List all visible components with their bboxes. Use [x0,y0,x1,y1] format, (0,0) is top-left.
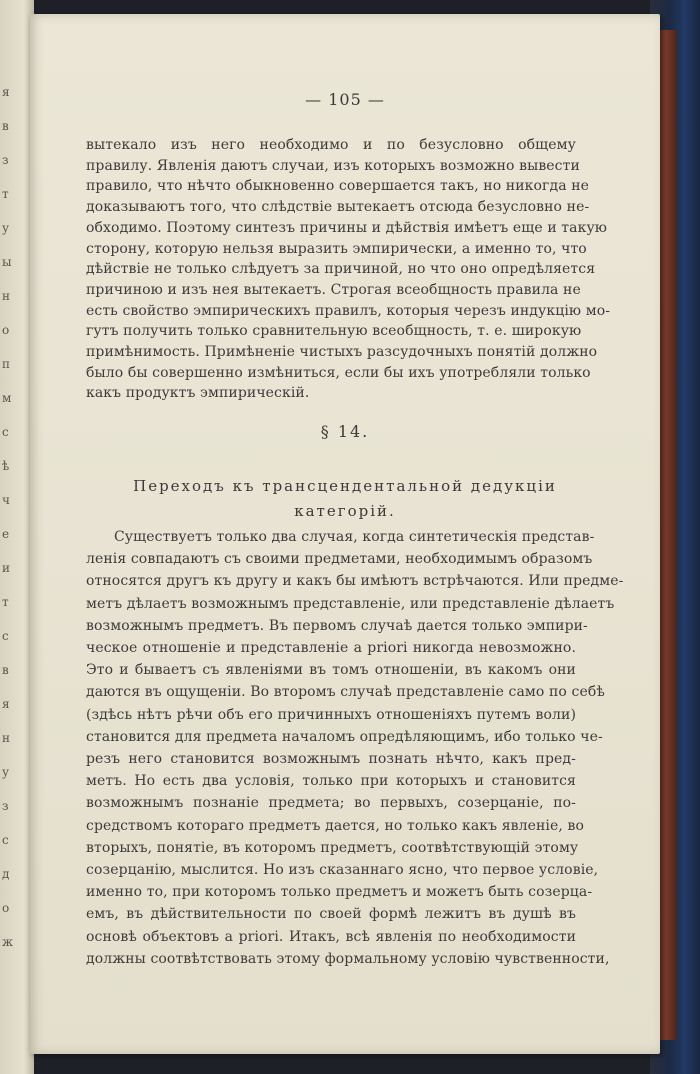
page-number: — 105 — [305,90,385,109]
left-page-fragment: е [2,527,10,541]
text-line: правилу. Явленія даютъ случаи, изъ которыхъ возможно вывести [86,157,580,174]
left-page-fragment: т [2,187,9,201]
text-line: есть свойство эмпирическихъ правилъ, которыя черезъ индукцію мо- [86,302,611,319]
text-line: сторону, которую нельзя выразить эмпирически, а именно то, что [86,240,587,257]
text-line: основѣ объектовъ a priori. Итакъ, всѣ явленія по необходимости [86,928,576,945]
text-line: было бы совершенно измѣниться, если бы ихъ употребляли только [86,364,591,381]
text-line: созерцанію, мыслится. Но изъ сказаннаго ясно, что первое условіе, [86,862,599,878]
text-line: дѣйствіе не только слѣдуетъ за причиной, но что оно опредѣляется [86,261,596,278]
left-page-fragment: ч [2,493,10,507]
left-page-fragment: з [2,799,9,813]
text-line: (здѣсь нѣтъ рѣчи объ его причинныхъ отношеніяхъ путемъ воли) [86,706,576,723]
text-line: ленія совпадаютъ съ своими предметами, необходимымъ образомъ [86,551,593,568]
left-page-fragment: п [2,357,10,371]
text-line: ческое отношеніе и представленіе a priori никогда невозможно. [86,640,576,656]
text-line: возможнымъ предметъ. Въ первомъ случаѣ дается только эмпири- [86,617,588,634]
text-line: емъ, въ дѣйствительности по своей формѣ лежитъ въ душѣ въ [86,906,576,923]
text-line: именно то, при которомъ только предметъ и можетъ быть созерца- [86,884,593,901]
text-line: примѣнимость. Примѣненіе чистыхъ разсудочныхъ понятій должно [86,344,598,360]
text-line: даются въ ощущеніи. Во второмъ случаѣ представленіе само по себѣ [86,684,605,701]
text-line: метъ дѣлаетъ возможнымъ представленіе, или представленіе дѣлаетъ [86,595,615,612]
left-page-fragment: в [2,119,9,133]
text-line: Это и бываетъ съ явленіями въ томъ отношеніи, въ какомъ они [86,662,576,679]
left-page-fragment: с [2,425,9,439]
left-page-fragment: у [2,765,10,779]
text-line: Существуетъ только два случая, когда синтетическія представ- [114,529,595,545]
left-page-fragment: д [2,867,10,881]
text-line: какъ продуктъ эмпирическій. [86,385,310,402]
left-page-fragment: ы [2,255,12,269]
left-page-fragment: о [2,323,10,337]
text-line: правило, что нѣчто обыкновенно совершается такъ, но никогда не [86,178,590,195]
left-page-fragment: с [2,833,9,847]
left-page-fragment: ж [2,935,14,949]
text-line: становится для предмета началомъ опредѣляющимъ, ибо только че- [86,728,603,745]
text-line: вытекало изъ него необходимо и по безусловно общему [86,137,576,153]
text-line: средствомъ котораго предметъ дается, но только какъ явленіе, во [86,817,585,834]
left-page-fragment: я [2,85,10,99]
section-number: § 14. [320,422,370,441]
book-page [30,14,660,1054]
text-line: метъ. Но есть два условія, только при которыхъ и становится [86,773,576,790]
left-page-fragment: ѣ [2,459,10,473]
text-line: должны соотвѣтствовать этому формальному условію чувственности, [86,950,610,967]
left-page-fragment: з [2,153,9,167]
text-line: возможнымъ познаніе предмета; во первыхъ, созерцаніе, по- [86,795,576,812]
left-page-fragment: м [2,391,12,405]
left-page-fragment: т [2,595,9,609]
left-page-edge [0,0,34,1074]
left-page-fragment: н [2,731,10,745]
text-line: вторыхъ, понятіе, въ которомъ предметъ, соотвѣтствующій этому [86,839,579,856]
left-page-fragment: у [2,221,10,235]
left-page-fragment: о [2,901,10,915]
left-page-fragment: в [2,663,9,677]
left-page-fragment: я [2,697,10,711]
left-page-fragment: с [2,629,9,643]
left-page-fragment: и [2,561,10,575]
heading-line-2: категорій. [294,502,396,520]
heading-line-1: Переходъ къ трансцендентальной дедукціи [133,477,557,495]
left-page-fragment: н [2,289,10,303]
text-line: гутъ получить только сравнительную всеобщность, т. е. широкую [86,323,582,340]
text-line: причиною и изъ нея вытекаетъ. Строгая всеобщность правила не [86,281,581,298]
text-line: обходимо. Поэтому синтезъ причины и дѣйствія имѣетъ еще и такую [86,219,608,236]
text-line: доказываютъ того, что слѣдствіе вытекаетъ отсюда безусловно не- [86,199,590,216]
text-line: резъ него становится возможнымъ познать нѣчто, какъ пред- [86,751,576,767]
text-line: относятся другъ къ другу и какъ бы имѣютъ встрѣчаются. Или предме- [86,573,624,590]
